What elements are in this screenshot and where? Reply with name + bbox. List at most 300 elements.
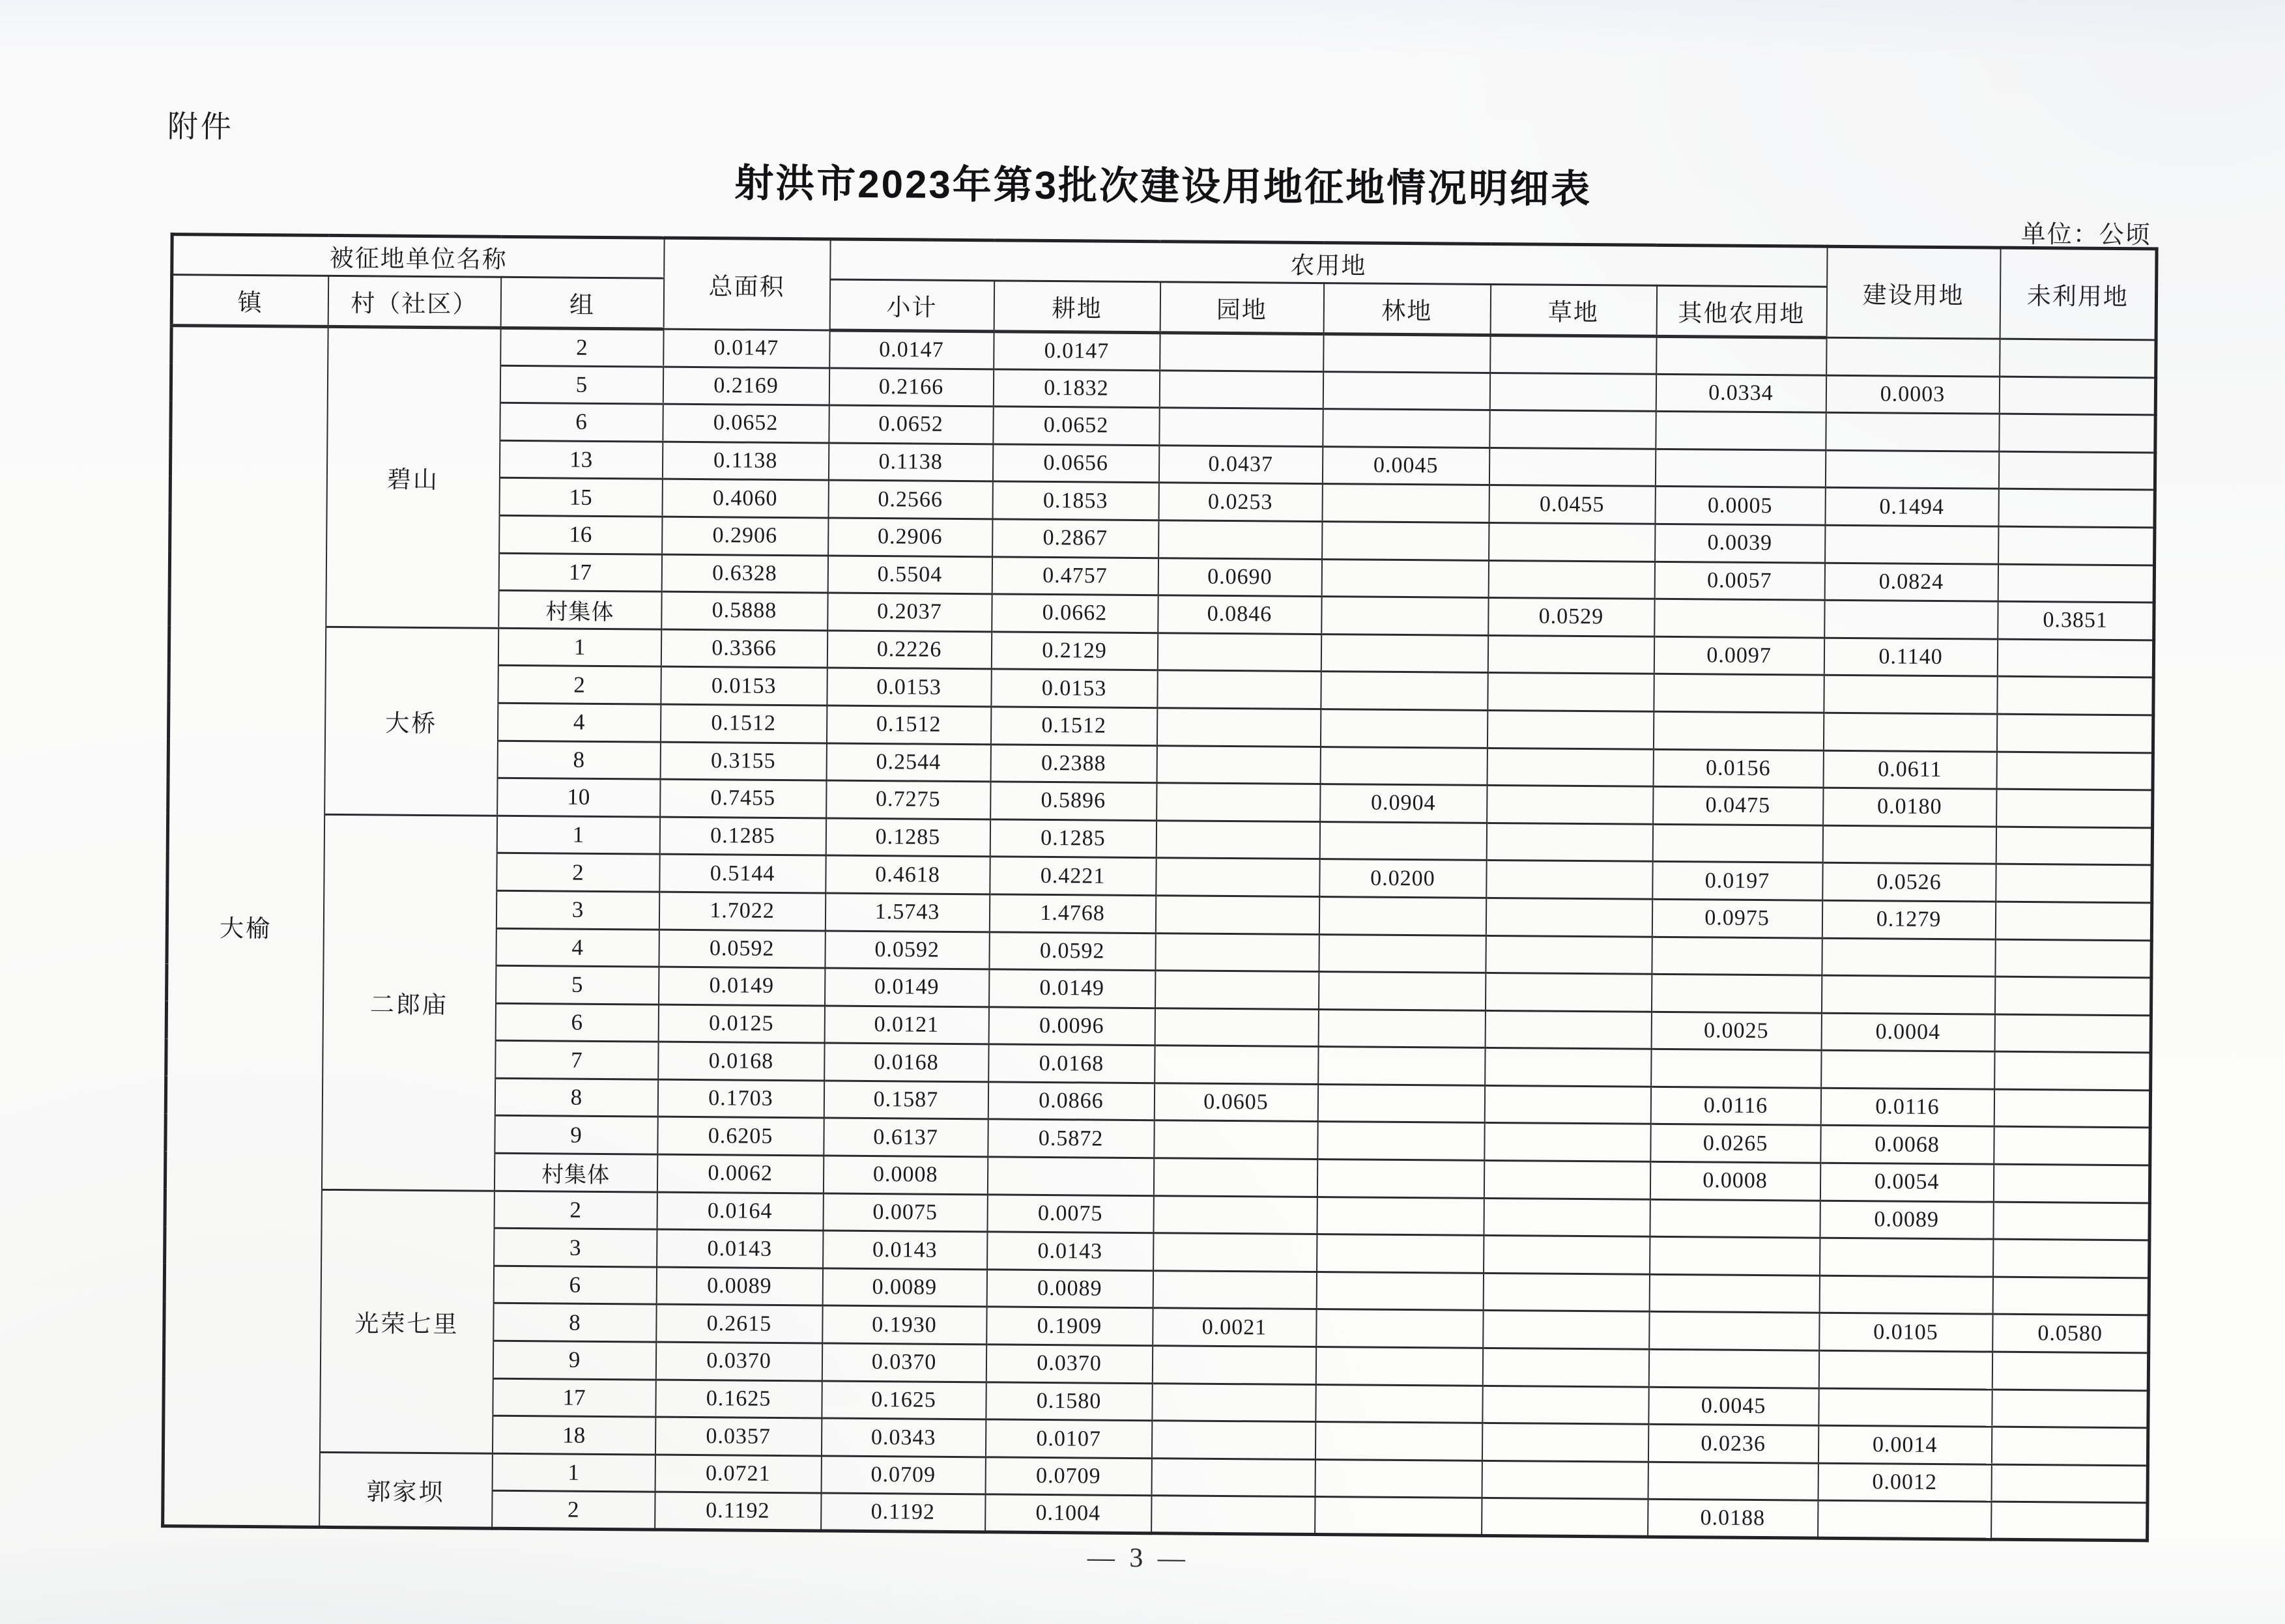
cell-unused: [1992, 1389, 2148, 1428]
cell-other_agri: 0.0045: [1648, 1387, 1818, 1426]
cell-garden: 0.0846: [1158, 595, 1321, 634]
cell-grass: [1485, 1048, 1651, 1087]
cell-construction: [1818, 1350, 1992, 1389]
cell-grass: [1484, 1198, 1650, 1236]
cell-garden: [1157, 783, 1320, 821]
cell-garden: [1155, 933, 1319, 971]
cell-total_area: 0.0125: [658, 1004, 824, 1043]
cell-grass: [1489, 522, 1655, 561]
cell-garden: [1159, 370, 1323, 408]
cell-construction: 0.0180: [1823, 788, 1996, 827]
cell-construction: 0.1140: [1824, 638, 1997, 677]
cell-unused: [1993, 1202, 2149, 1240]
cell-forest: [1323, 334, 1490, 373]
cell-cultivated: 0.0866: [988, 1082, 1154, 1120]
cell-unused: [1996, 864, 2152, 902]
cell-subtotal: 0.5504: [827, 556, 992, 594]
cell-group: 9: [493, 1341, 655, 1379]
cell-group: 村集体: [498, 590, 661, 629]
cell-garden: [1153, 1271, 1316, 1309]
cell-subtotal: 1.5743: [825, 893, 989, 932]
cell-village: 郭家坝: [319, 1452, 493, 1528]
cell-garden: [1157, 708, 1320, 747]
cell-construction: [1822, 975, 1995, 1014]
cell-total_area: 0.2169: [663, 367, 829, 405]
cell-cultivated: 0.1004: [985, 1494, 1151, 1533]
cell-unused: [1991, 1502, 2148, 1541]
cell-forest: [1321, 597, 1488, 635]
cell-group: 8: [493, 1303, 656, 1342]
cell-construction: [1825, 450, 1998, 489]
cell-total_area: 0.1512: [661, 704, 827, 743]
cell-grass: [1484, 1123, 1650, 1161]
cell-forest: [1322, 522, 1489, 560]
cell-construction: 0.0012: [1818, 1463, 1991, 1502]
cell-group: 9: [495, 1116, 657, 1154]
cell-group: 1: [498, 628, 661, 666]
cell-subtotal: 0.2166: [829, 368, 993, 406]
cell-subtotal: 0.0147: [829, 330, 994, 369]
cell-cultivated: 0.0143: [987, 1232, 1153, 1270]
header-agricultural-land: 农用地: [830, 239, 1827, 287]
cell-other_agri: 0.0334: [1656, 374, 1826, 413]
cell-garden: 0.0437: [1158, 446, 1322, 484]
cell-construction: 0.0004: [1821, 1013, 1994, 1052]
cell-subtotal: 0.2906: [828, 518, 992, 556]
cell-grass: 0.0455: [1489, 485, 1655, 524]
header-unused-land: 未利用地: [2000, 248, 2157, 340]
cell-village: 光荣七里: [319, 1190, 494, 1453]
cell-subtotal: 0.0149: [825, 968, 989, 1006]
header-grass-land: 草地: [1490, 284, 1657, 336]
cell-total_area: 0.0592: [659, 930, 825, 968]
unit-note: 单位：公顷: [2020, 220, 2151, 249]
cell-other_agri: 0.0025: [1651, 1012, 1821, 1051]
cell-construction: [1824, 600, 1998, 639]
header-forest-land: 林地: [1323, 283, 1491, 335]
header-group: 组: [500, 277, 664, 329]
cell-total_area: 0.0370: [655, 1342, 822, 1380]
cell-unused: [1992, 1277, 2149, 1315]
cell-forest: [1315, 1384, 1482, 1423]
cell-unused: [1991, 1464, 2148, 1503]
cell-other_agri: 0.0188: [1648, 1500, 1818, 1539]
cell-unused: 0.3851: [1998, 601, 2154, 640]
cell-group: 16: [499, 515, 662, 554]
cell-unused: [1995, 939, 2151, 978]
cell-construction: 0.1494: [1825, 488, 1998, 527]
cell-grass: [1486, 861, 1652, 899]
cell-cultivated: 0.0168: [988, 1044, 1155, 1083]
cell-subtotal: 0.1512: [827, 705, 991, 744]
cell-forest: [1321, 559, 1488, 597]
cell-other_agri: [1648, 1349, 1818, 1388]
cell-construction: 0.0611: [1823, 750, 1996, 790]
cell-cultivated: 0.0149: [989, 969, 1155, 1008]
cell-grass: [1484, 1236, 1650, 1274]
cell-unused: [1993, 1164, 2149, 1203]
cell-village: 大桥: [324, 627, 498, 816]
cell-other_agri: [1656, 411, 1826, 450]
cell-total_area: 0.0721: [655, 1455, 821, 1493]
cell-grass: [1486, 898, 1652, 936]
cell-unused: [1991, 1427, 2148, 1465]
cell-garden: [1159, 408, 1323, 446]
cell-construction: 0.0068: [1820, 1126, 1994, 1165]
cell-group: 5: [500, 365, 663, 404]
cell-forest: [1316, 1272, 1483, 1310]
cell-cultivated: 0.0656: [992, 444, 1158, 483]
cell-other_agri: [1654, 674, 1824, 713]
page-number: — 3 —: [1087, 1543, 1189, 1574]
cell-total_area: 0.1138: [662, 442, 828, 480]
cell-forest: [1317, 1234, 1484, 1273]
cell-forest: [1317, 1197, 1484, 1235]
cell-total_area: 0.0652: [663, 404, 829, 442]
cell-group: 1: [492, 1453, 655, 1492]
cell-forest: 0.0200: [1319, 859, 1486, 898]
cell-subtotal: 0.0089: [822, 1268, 986, 1307]
header-town: 镇: [171, 275, 328, 327]
cell-unused: [1999, 414, 2155, 452]
cell-group: 8: [495, 1078, 657, 1117]
cell-group: 村集体: [494, 1153, 657, 1191]
cell-garden: [1155, 1046, 1318, 1084]
cell-garden: [1153, 1195, 1317, 1234]
cell-construction: [1822, 938, 1995, 977]
cell-unused: [1995, 976, 2151, 1015]
cell-subtotal: 0.4618: [826, 855, 990, 894]
cell-other_agri: [1654, 599, 1824, 638]
page-title: 射洪市2023年第3批次建设用地征地情况明细表: [734, 161, 1592, 212]
cell-total_area: 0.1192: [655, 1492, 821, 1530]
cell-total_area: 0.1625: [655, 1380, 822, 1418]
cell-garden: [1156, 858, 1319, 896]
cell-group: 2: [498, 666, 661, 704]
cell-cultivated: 0.1832: [993, 369, 1159, 407]
cell-other_agri: [1649, 1312, 1819, 1351]
cell-construction: 0.0116: [1820, 1088, 1994, 1127]
cell-grass: [1486, 935, 1652, 974]
cell-unused: [1996, 714, 2153, 752]
cell-subtotal: 0.2566: [828, 480, 992, 519]
cell-grass: [1484, 1085, 1650, 1124]
cell-forest: [1319, 896, 1486, 935]
cell-cultivated: [987, 1157, 1153, 1195]
cell-cultivated: 0.1512: [990, 707, 1157, 745]
cell-cultivated: 0.0592: [989, 932, 1155, 970]
cell-other_agri: 0.0265: [1650, 1124, 1820, 1163]
cell-forest: [1318, 1047, 1485, 1085]
cell-unused: [1996, 752, 2153, 790]
cell-group: 15: [499, 478, 662, 517]
cell-other_agri: 0.0475: [1653, 786, 1823, 825]
cell-garden: [1160, 333, 1323, 371]
cell-total_area: 1.7022: [659, 892, 825, 930]
table-header: [171, 235, 2157, 340]
cell-cultivated: 0.0096: [988, 1007, 1155, 1046]
cell-subtotal: 0.2037: [827, 593, 992, 631]
cell-other_agri: [1656, 336, 1826, 375]
cell-total_area: 0.5888: [661, 591, 827, 630]
cell-other_agri: [1649, 1274, 1819, 1313]
cell-cultivated: 0.2867: [992, 519, 1158, 558]
cell-construction: 0.0105: [1819, 1313, 1992, 1352]
cell-other_agri: [1651, 1049, 1821, 1089]
cell-subtotal: 0.1625: [822, 1381, 986, 1419]
cell-town: 大榆: [163, 326, 328, 1528]
cell-subtotal: 0.1138: [828, 443, 992, 481]
cell-grass: [1486, 823, 1652, 861]
cell-unused: [1998, 526, 2155, 565]
cell-group: 5: [496, 965, 659, 1004]
cell-subtotal: 0.0592: [825, 930, 989, 969]
land-acquisition-table: [161, 233, 2159, 1542]
cell-subtotal: 0.2544: [826, 743, 990, 782]
cell-other_agri: 0.0236: [1648, 1424, 1818, 1463]
cell-unused: [1996, 789, 2153, 827]
cell-grass: 0.0529: [1488, 598, 1654, 636]
cell-garden: [1155, 971, 1319, 1009]
cell-garden: [1155, 1008, 1318, 1046]
cell-forest: [1319, 821, 1486, 860]
cell-grass: [1487, 748, 1653, 786]
cell-grass: [1482, 1460, 1648, 1499]
cell-unused: [1994, 1089, 2150, 1128]
cell-other_agri: 0.0097: [1654, 636, 1824, 676]
cell-garden: [1153, 1233, 1317, 1272]
cell-other_agri: 0.0156: [1653, 749, 1823, 788]
cell-group: 17: [498, 553, 661, 591]
cell-construction: [1818, 1388, 1992, 1427]
cell-forest: [1323, 371, 1489, 410]
cell-grass: [1489, 410, 1656, 449]
cell-other_agri: [1652, 824, 1822, 863]
cell-total_area: 0.2906: [662, 517, 828, 555]
cell-unused: [1994, 1051, 2151, 1090]
cell-unused: [1997, 639, 2153, 677]
cell-unused: [1999, 377, 2155, 415]
cell-garden: 0.0690: [1158, 558, 1321, 596]
cell-grass: [1487, 710, 1653, 748]
cell-group: 6: [493, 1266, 656, 1304]
cell-grass: [1486, 973, 1652, 1012]
cell-cultivated: 0.2129: [991, 632, 1157, 670]
cell-other_agri: [1648, 1462, 1818, 1501]
cell-subtotal: 0.0143: [823, 1231, 987, 1269]
cell-group: 2: [494, 1191, 657, 1229]
cell-construction: [1824, 676, 1997, 715]
cell-garden: [1156, 820, 1319, 859]
cell-forest: [1321, 672, 1487, 710]
cell-total_area: 0.0153: [661, 666, 827, 705]
cell-total_area: 0.6205: [657, 1117, 824, 1156]
cell-total_area: 0.3366: [661, 629, 827, 668]
cell-forest: 0.0045: [1322, 446, 1489, 485]
cell-construction: [1826, 412, 1999, 451]
cell-garden: [1151, 1458, 1315, 1496]
cell-group: 3: [494, 1229, 657, 1267]
cell-unused: [1997, 677, 2153, 715]
cell-group: 6: [500, 403, 663, 441]
cell-cultivated: 0.4221: [990, 857, 1156, 895]
cell-group: 2: [500, 328, 663, 366]
cell-group: 18: [492, 1416, 655, 1454]
header-construction-land: 建设用地: [1826, 246, 2000, 339]
cell-subtotal: 0.1930: [822, 1305, 986, 1344]
cell-cultivated: 0.0089: [986, 1270, 1153, 1308]
cell-cultivated: 0.5896: [990, 782, 1157, 820]
cell-cultivated: 0.0107: [985, 1419, 1151, 1458]
cell-grass: [1487, 635, 1654, 674]
cell-total_area: 0.0143: [657, 1229, 823, 1268]
cell-garden: 0.0021: [1153, 1308, 1316, 1346]
cell-unused: [1998, 489, 2155, 528]
cell-total_area: 0.7455: [660, 779, 826, 818]
cell-garden: [1158, 520, 1322, 559]
cell-grass: [1489, 373, 1656, 411]
cell-village: 二郎庙: [321, 814, 496, 1191]
cell-subtotal: 0.0121: [824, 1006, 988, 1044]
cell-unused: [1998, 451, 2155, 490]
cell-cultivated: 0.0709: [985, 1457, 1151, 1496]
header-unit-name: 被征地单位名称: [172, 235, 664, 279]
cell-subtotal: 0.0652: [829, 405, 993, 444]
cell-cultivated: 0.0652: [993, 406, 1159, 445]
cell-forest: [1320, 709, 1487, 747]
cell-cultivated: 0.1853: [992, 481, 1158, 520]
cell-forest: [1315, 1422, 1482, 1460]
cell-construction: 0.0089: [1820, 1201, 1993, 1240]
header-total-area: 总面积: [663, 238, 830, 330]
cell-garden: [1152, 1346, 1315, 1384]
cell-group: 8: [497, 741, 660, 779]
cell-group: 6: [495, 1003, 658, 1042]
cell-total_area: 0.1703: [657, 1079, 824, 1118]
cell-construction: [1819, 1275, 1992, 1315]
cell-other_agri: 0.0039: [1655, 524, 1825, 563]
cell-other_agri: 0.0975: [1652, 899, 1822, 938]
cell-subtotal: 0.0343: [821, 1418, 985, 1457]
cell-forest: [1317, 1122, 1484, 1160]
cell-construction: [1822, 825, 1996, 864]
cell-other_agri: [1652, 974, 1822, 1013]
cell-total_area: 0.4060: [662, 479, 828, 518]
cell-forest: [1319, 934, 1486, 973]
cell-group: 3: [496, 890, 659, 929]
cell-garden: 0.0253: [1158, 483, 1322, 521]
cell-subtotal: 0.0709: [821, 1456, 985, 1494]
cell-unused: [1994, 1014, 2151, 1053]
cell-grass: [1483, 1311, 1649, 1349]
cell-forest: [1322, 484, 1489, 522]
cell-total_area: 0.0147: [663, 329, 829, 367]
land-acquisition-table-wrap: [161, 233, 2159, 1542]
cell-subtotal: 0.0008: [823, 1156, 987, 1194]
cell-cultivated: 0.0075: [987, 1194, 1153, 1232]
cell-forest: [1317, 1160, 1484, 1198]
cell-total_area: 0.5144: [659, 854, 826, 892]
cell-other_agri: 0.0057: [1654, 562, 1824, 601]
table-body: [163, 326, 2156, 1541]
header-other-agricultural-land: 其他农用地: [1656, 285, 1827, 337]
cell-subtotal: 0.6137: [824, 1118, 988, 1156]
cell-grass: [1482, 1348, 1648, 1386]
cell-cultivated: 1.4768: [989, 894, 1155, 933]
cell-total_area: 0.0062: [657, 1154, 823, 1193]
header-subtotal: 小计: [829, 279, 994, 332]
cell-total_area: 0.2615: [656, 1305, 822, 1343]
cell-subtotal: 0.0370: [822, 1343, 986, 1382]
cell-forest: [1323, 409, 1489, 448]
cell-total_area: 0.0149: [659, 967, 825, 1005]
cell-grass: [1489, 448, 1655, 486]
cell-cultivated: 0.1285: [990, 819, 1156, 858]
cell-garden: [1152, 1383, 1315, 1421]
cell-cultivated: 0.2388: [990, 744, 1157, 782]
cell-total_area: 0.3155: [660, 742, 826, 780]
cell-subtotal: 0.0168: [824, 1043, 988, 1081]
cell-group: 7: [495, 1041, 658, 1079]
cell-other_agri: [1652, 937, 1822, 976]
cell-grass: [1490, 335, 1656, 373]
cell-subtotal: 0.2226: [827, 631, 991, 669]
cell-construction: 0.0824: [1824, 563, 1998, 602]
cell-group: 13: [499, 440, 662, 479]
cell-unused: [1995, 902, 2151, 940]
cell-group: 4: [497, 703, 660, 741]
cell-total_area: 0.0168: [658, 1042, 824, 1080]
cell-grass: [1485, 1010, 1651, 1049]
cell-garden: [1151, 1496, 1315, 1534]
cell-garden: [1151, 1421, 1315, 1459]
cell-subtotal: 0.0153: [827, 668, 991, 706]
cell-garden: [1153, 1158, 1317, 1197]
cell-group: 4: [496, 928, 659, 967]
cell-unused: [2000, 339, 2156, 377]
cell-total_area: 0.1285: [659, 817, 826, 855]
cell-construction: [1825, 525, 1998, 564]
cell-grass: [1483, 1273, 1649, 1311]
cell-construction: [1823, 713, 1996, 752]
cell-total_area: 0.0089: [656, 1267, 822, 1305]
cell-grass: [1482, 1423, 1648, 1462]
cell-subtotal: 0.0075: [823, 1193, 987, 1232]
header-garden-land: 园地: [1160, 282, 1324, 334]
cell-garden: [1157, 633, 1321, 671]
cell-unused: 0.0580: [1992, 1315, 2149, 1353]
cell-grass: [1482, 1386, 1648, 1424]
cell-forest: [1321, 634, 1487, 672]
cell-forest: [1320, 747, 1487, 785]
cell-garden: [1157, 745, 1320, 784]
cell-unused: [1998, 564, 2154, 603]
cell-garden: [1154, 1120, 1317, 1159]
cell-cultivated: 0.1580: [986, 1382, 1152, 1420]
cell-construction: [1826, 337, 2000, 377]
cell-cultivated: 0.5872: [988, 1119, 1154, 1158]
cell-construction: 0.0003: [1826, 375, 1999, 414]
cell-cultivated: 0.4757: [992, 556, 1158, 595]
cell-grass: [1484, 1160, 1650, 1199]
cell-construction: [1818, 1501, 1991, 1540]
cell-grass: [1487, 673, 1654, 711]
cell-other_agri: 0.0005: [1655, 487, 1825, 526]
cell-cultivated: 0.1909: [986, 1307, 1153, 1345]
cell-group: 17: [493, 1378, 655, 1417]
cell-garden: 0.0605: [1154, 1083, 1317, 1122]
cell-other_agri: 0.0116: [1650, 1087, 1820, 1126]
